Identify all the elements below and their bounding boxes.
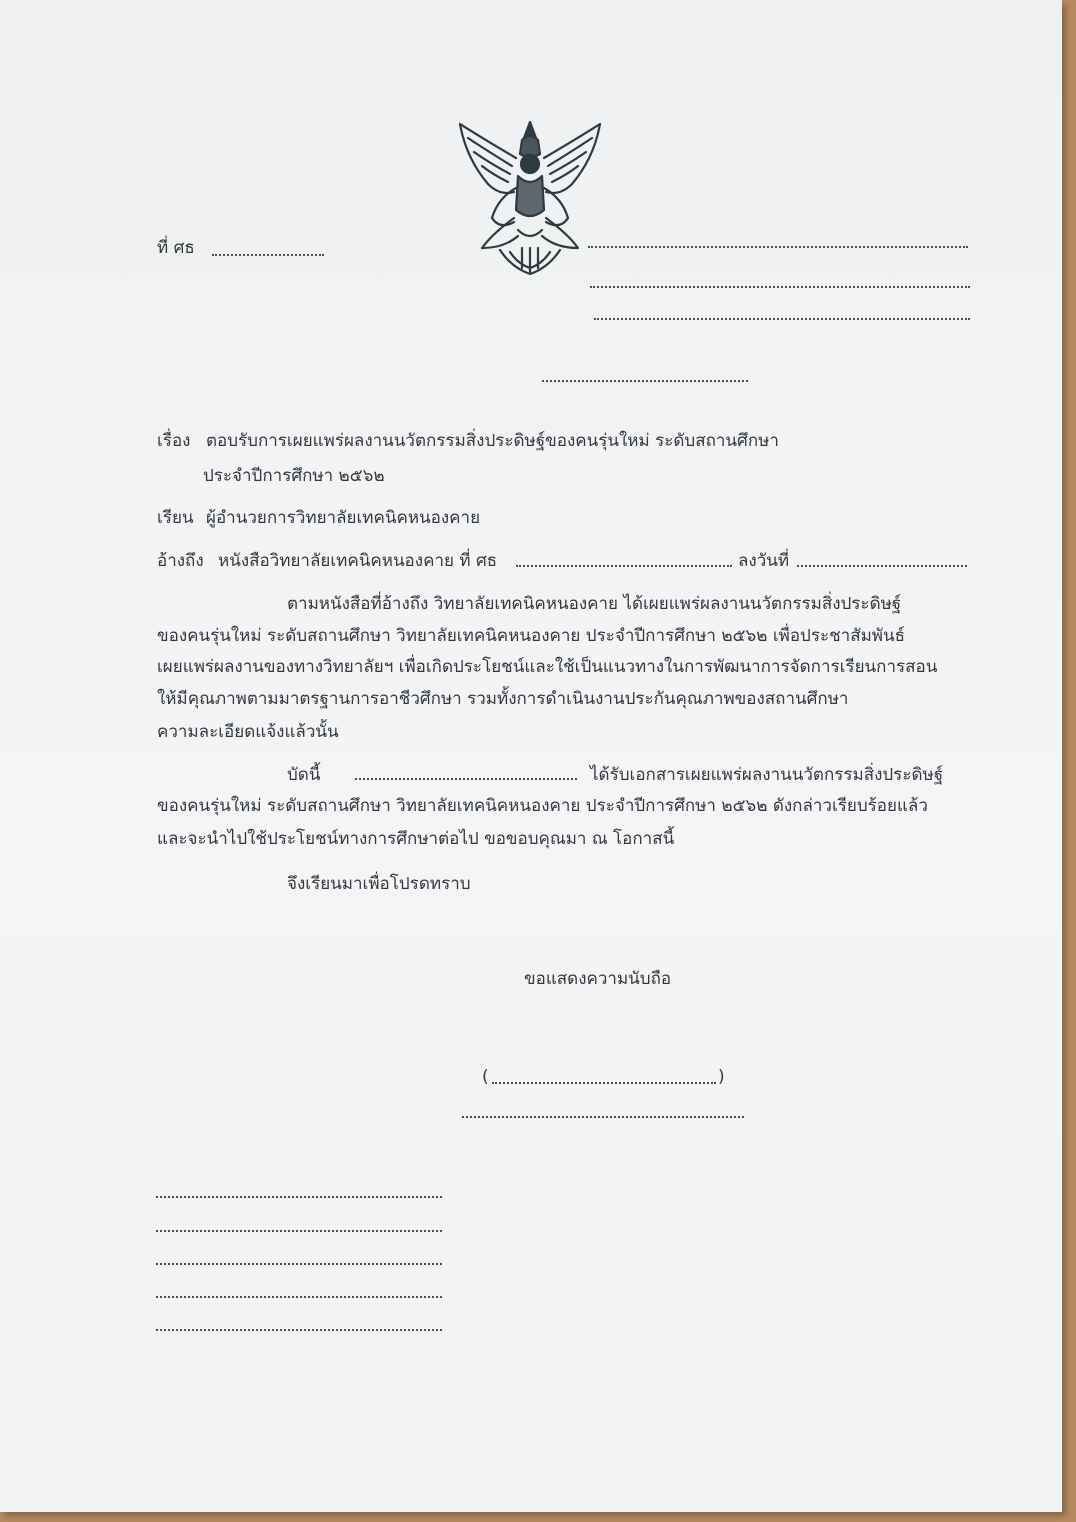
sender-address-line-2[interactable] xyxy=(590,286,970,288)
body-paragraph-2-start: บัดนี้ xyxy=(287,765,321,785)
contact-line-5[interactable] xyxy=(156,1329,442,1331)
date-field[interactable] xyxy=(542,380,748,382)
reference-date-input[interactable] xyxy=(797,565,967,567)
recipient-text: ผู้อำนวยการวิทยาลัยเทคนิคหนองคาย xyxy=(206,508,481,528)
body-paragraph-2-line-2: ของคนรุ่นใหม่ ระดับสถานศึกษา วิทยาลัยเทคนิคหนองคาย ประจำปีการศึกษา ๒๕๖๒ ดังกล่าวเรียบร้อยแล้ว xyxy=(157,796,928,816)
body-paragraph-1-line-4: ให้มีคุณภาพตามมาตรฐานการอาชีวศึกษา รวมทั้งการดำเนินงานประกันคุณภาพของสถานศึกษา xyxy=(157,689,849,709)
body-paragraph-1-line-1: ตามหนังสือที่อ้างถึง วิทยาลัยเทคนิคหนองคาย ได้เผยแพร่ผลงานนวัตกรรมสิ่งประดิษฐ์ xyxy=(287,594,902,614)
reference-number-input[interactable] xyxy=(516,565,732,567)
signature-name-open: ( xyxy=(482,1067,489,1087)
body-paragraph-1-line-2: ของคนรุ่นใหม่ ระดับสถานศึกษา วิทยาลัยเทคนิคหนองคาย ประจำปีการศึกษา ๒๕๖๒ เพื่อประชาสัมพันธ์ xyxy=(157,626,905,646)
subject-label: เรื่อง xyxy=(157,431,191,451)
body-paragraph-2-line-3: และจะนำไปใช้ประโยชน์ทางการศึกษาต่อไป ขอขอบคุณมา ณ โอกาสนี้ xyxy=(157,829,675,849)
signature-name-close: ) xyxy=(718,1067,725,1087)
regards-text: ขอแสดงความนับถือ xyxy=(524,969,672,989)
signature-name-input[interactable] xyxy=(492,1082,716,1084)
garuda-emblem-icon xyxy=(452,118,608,278)
reference-number-label: ที่ ศธ xyxy=(157,238,195,258)
contact-line-1[interactable] xyxy=(156,1196,442,1198)
sender-address-line-1[interactable] xyxy=(588,246,968,248)
contact-line-4[interactable] xyxy=(156,1296,442,1298)
reference-number-field[interactable] xyxy=(212,254,324,256)
recipient-organization-input[interactable] xyxy=(355,778,577,780)
body-paragraph-1-line-5: ความละเอียดแจ้งแล้วนั้น xyxy=(157,722,339,742)
closing-text: จึงเรียนมาเพื่อโปรดทราบ xyxy=(287,874,471,894)
sender-address-line-3[interactable] xyxy=(594,318,970,320)
contact-line-2[interactable] xyxy=(156,1230,442,1232)
subject-line-2: ประจำปีการศึกษา ๒๕๖๒ xyxy=(203,466,385,486)
body-paragraph-2-line-1-end: ได้รับเอกสารเผยแพร่ผลงานนวัตกรรมสิ่งประดิษฐ์ xyxy=(590,765,944,785)
reference-date-label: ลงวันที่ xyxy=(738,551,790,571)
reference-text: หนังสือวิทยาลัยเทคนิคหนองคาย ที่ ศธ xyxy=(218,551,498,571)
reference-label: อ้างถึง xyxy=(157,551,204,571)
contact-line-3[interactable] xyxy=(156,1263,442,1265)
recipient-label: เรียน xyxy=(157,508,194,528)
body-paragraph-1-line-3: เผยแพร่ผลงานของทางวิทยาลัยฯ เพื่อเกิดประโยชน์และใช้เป็นแนวทางในการพัฒนาการจัดการเรียนการสอน xyxy=(157,657,938,677)
signature-position-input[interactable] xyxy=(462,1116,744,1118)
subject-line-1: ตอบรับการเผยแพร่ผลงานนวัตกรรมสิ่งประดิษฐ์ของคนรุ่นใหม่ ระดับสถานศึกษา xyxy=(206,431,779,451)
